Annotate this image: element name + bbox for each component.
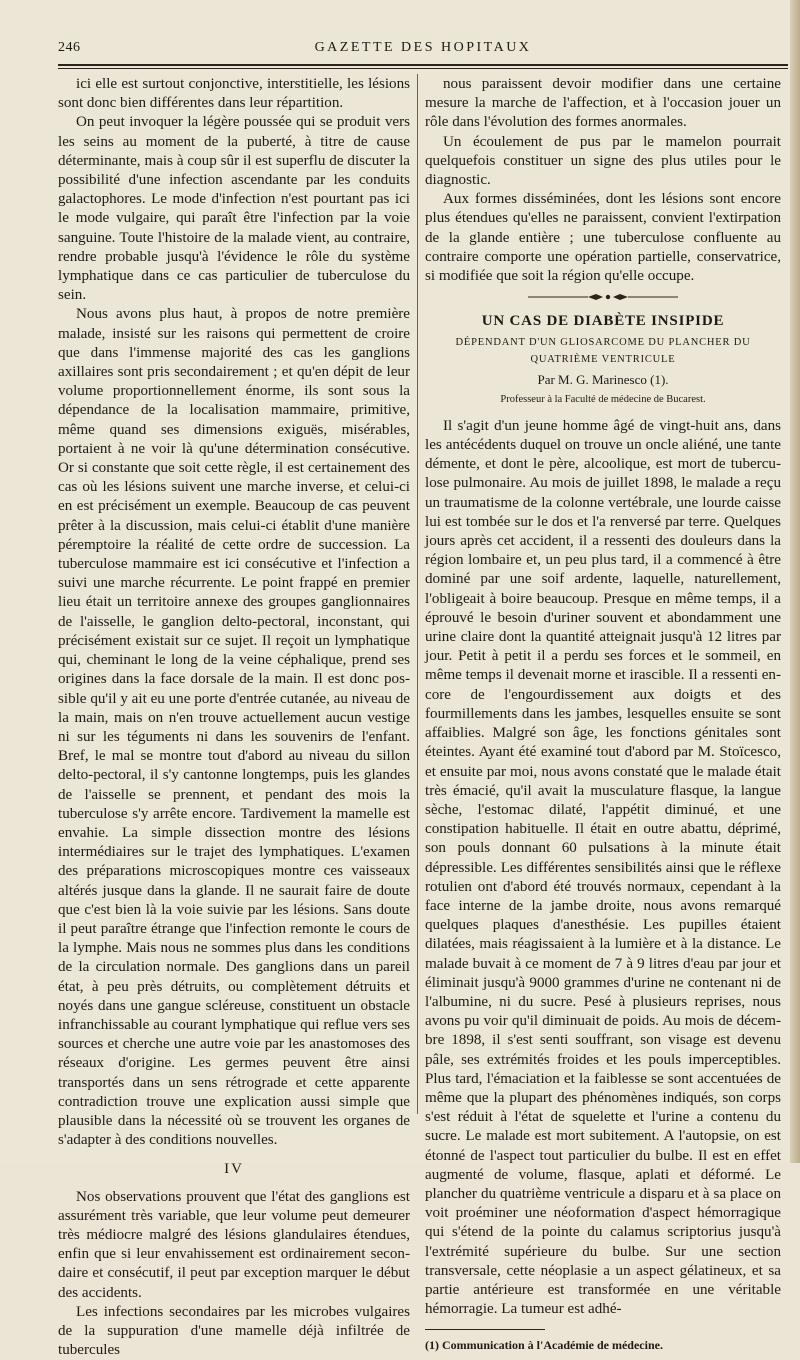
journal-title: GAZETTE DES HOPITAUX — [314, 40, 532, 55]
article-subtitle: DÉPENDANT D'UN GLIOSARCOME DU PLANCHER DU QUATRIÈME VENTRICULE — [455, 337, 751, 366]
body-paragraph: ici elle est surtout conjonctive, interstitielle, les lésions sont donc bien différentes dans leur répartition. — [58, 76, 410, 112]
page-number: 246 — [58, 40, 81, 55]
body-paragraph: Nos observations prouvent que l'état des ganglions est assurément très variable, que leur volume peut demeurer très médiocre malgré des lésions glandulaires étendues, enfin que si leur envahissement est ordinairement secondaire et consécutif, il peut par exception marquer le début des accidents. — [58, 1188, 410, 1301]
page-edge — [790, 0, 800, 1163]
left-column — [58, 75, 410, 1359]
article-title: UN CAS DE DIABÈTE INSIPIDE — [481, 313, 725, 330]
section-heading: IV — [224, 1161, 244, 1178]
body-paragraph: Nous avons plus haut, à propos de notre première malade, insisté sur les raisons qui permettent de croire que dans l'immense majorité des cas les ganglions axillaires sont pris secondairement ; et qu'en dépit de leur volume proportionnellement énorme, ils sont sous la dépendance de la localisation mammaire, primitive, même quand ses dimensions exiguës, misérables, portaient à ne voir là qu'une détermination consécutive. Or si constante que soit cette règle, il est certainement des cas où les lésions suivent une marche inverse, et celui-ci en est précisément un exemple. Beaucoup de cas peuvent prêter à la discussion, mais celui-ci établit d'une manière péremptoire la réalité de cette ordre de succession. La tuberculose mammaire est ici consécutive et l'infection a suivi une marche récurrente. Le point frappé en premier lieu était un territoire annexe des groupes ganglionnaires de l'aisselle, le ganglion delto-pectoral, inconstant, qui précisément existait sur ce sujet. Il reçoit un lymphatique qui, cheminant le long de la veine céphalique, prend ses origines dans la face dorsale de la main. Il est donc possible qu'il y ait eu une porte d'entrée cutanée, au niveau de la main, mais on n'en trouve actuellement aucun vestige ni sur les téguments ni dans les souvenirs de l'enfant. Bref, le mal se montre tout d'abord au niveau du sillon delto-pectoral, il s'y cantonne longtemps, puis les glandes de l'aisselle se prennent, et pendant des mois la tuberculose s'y arrête encore. Tardivement la mamelle est envahie. La simple dissection montre des lésions intermédiaires sur le trajet des lymphatiques. L'examen des préparations microscopiques montre ces vaisseaux altérés jusque dans la glande. Il ne saurait faire de doute que c'est bien là la voie suivie par les lésions. Sans doute il peut paraître étrange que l'infection remonte le cours de la lymphe. Mais nous ne sommes plus dans les conditions de la circulation normale. Des ganglions dans un pareil état, à peu près détruits, ou complètement détruits et noyés dans une gangue scléreuse, constituent un obstacle infranchissable au courant lymphatique qui reflue vers ses sources et cherche une autre voie par les anastomoses des réseaux d'origine. Les germes peuvent être ainsi transportés dans un sens rétrograde et cette apparente contradiction trouve une explication aussi simple que plausible dans la nécessité où se trouvent les organes de s'adapter à des conditions nouvelles. — [58, 306, 410, 1149]
header-rule — [58, 64, 788, 69]
right-column — [425, 75, 781, 1353]
body-paragraph: Aux formes disséminées, dont les lésions sont encore plus étendues qu'elles ne paraissent, convient l'extirpation de la glande entière ; une tuberculose confluente au contraire comporte une opération partielle, conservatrice, si modifiée que soit la région qu'elle occupe. — [425, 191, 781, 285]
body-paragraph: nous paraissent devoir modifier dans une certaine mesure la marche de l'affection, et à l'occasion jouer un rôle dans l'évolution des formes anormales. — [425, 76, 781, 131]
author-affiliation: Professeur à la Faculté de médecine de Bucarest. — [500, 393, 706, 405]
body-paragraph: Un écoulement de pus par le mamelon pourrait quelquefois constituer un signe des plus utiles pour le diagnostic. — [425, 133, 781, 189]
page-header — [58, 40, 788, 64]
footnote: (1) Communication à l'Académie de médecine. — [425, 1338, 663, 1353]
column-divider — [417, 74, 418, 1114]
section-ornament — [528, 292, 678, 302]
footnote-rule — [425, 1329, 545, 1330]
body-paragraph: On peut invoquer la légère poussée qui se produit vers les seins au moment de la puberté, à titre de cause déterminante, mais à coup sûr il est superflu de discuter la possibilité d'une infection ascendante par les conduits galactophores. Le mode d'infection n'est pourtant pas ici le mode vulgaire, qui paraît être l'infection par la voie sanguine. Toute l'histoire de la malade vient, au contraire, rendre probable jusqu'à l'évidence le rôle du système lymphatique dans ce cas particulier de tuberculose du sein. — [58, 114, 410, 304]
body-paragraph: Il s'agit d'un jeune homme âgé de vingt-huit ans, dans les antécédents duquel on trouve un oncle aliéné, une tante démente, et dont le père, alcoolique, est mort de tuberculose pulmonaire. Au mois de juillet 1898, le malade a reçu un traumatisme de la colonne vertébrale, une lourde caisse lui est tombée sur le dos et l'a renversé par terre. Quelques jours après cet accident, il a ressenti des douleurs dans la région lombaire et, un peu plus tard, il a commencé à être dominé par une soif ardente, laquelle, naturellement, l'obligeait à boire beaucoup. Presque en même temps, il a éprouvé le besoin d'uriner souvent et abondamment une urine claire dont la quantité atteignait jusqu'à 12 litres par jour. Petit à petit il a perdu ses forces et le sommeil, en même temps il devenait morne et irascible. Il a ressenti encore de l'engourdissement aux doigts et des fourmillements dans les jambes, lesquelles ensuite se sont affaiblies. Malgré son âge, les fonctions génitales sont éteintes. Ayant été examiné tout d'abord par M. Stoïcesco, et ensuite par moi, nous avons constaté que le malade était très émacié, qu'il avait la musculature flasque, la langue sèche, l'estomac dilaté, l'appétit diminué, et une constipation habituelle. Il était en outre abattu, déprimé, son pouls donnant 60 pulsations à la minute était dépressible. Les différentes sensibilités ainsi que le réflexe rotulien ont d'abord été trouvés normaux, cependant à la face interne de la jambe droite, nous avons remarqué quelques plaques d'anesthésie. Les pupilles étaient dilatées, mais réagissaient à la lumière et à la distance. Le malade buvait à ce moment de 7 à 9 litres d'eau par jour et éliminait jusqu'à 9000 grammes d'urine ne contenant ni de l'albumine, ni du sucre. Pesé à plusieurs reprises, nous avons pu voir qu'il diminuait de poids. Au mois de décembre 1898, il s'est senti souffrant, son visage est devenu pâle, ses extrémités froides et les pouls imperceptibles. Plus tard, l'émaciation et la faiblesse se sont accentuées de même que la plupart des phénomènes indiqués, son corps s'est réduit à l'état de squelette et l'urine a contenu du sucre. Le malade est mort subitement. A l'autopsie, on est étonné de l'aspect tout particulier du bulbe. Il est en effet augmenté de volume, flasque, aplati et déformé. Le plancher du quatrième ventricule a disparu et à sa place on voit proéminer une néoformation d'aspect hémorragique qui s'étend de la pointe du calamus scriptorius jusqu'à l'extrémité supérieure du bulbe. Sur une section transversale, cette néoplasie a un aspect gélatineux, et sa partie antérieure est transformée en une véritable hémorragie. La tumeur est adhé- — [425, 417, 781, 1318]
body-paragraph: Les infections secondaires par les microbes vulgaires de la suppuration d'une mamelle déjà infiltrée de tubercules — [58, 1303, 410, 1359]
article-byline: Par M. G. Marinesco (1). — [537, 372, 669, 388]
